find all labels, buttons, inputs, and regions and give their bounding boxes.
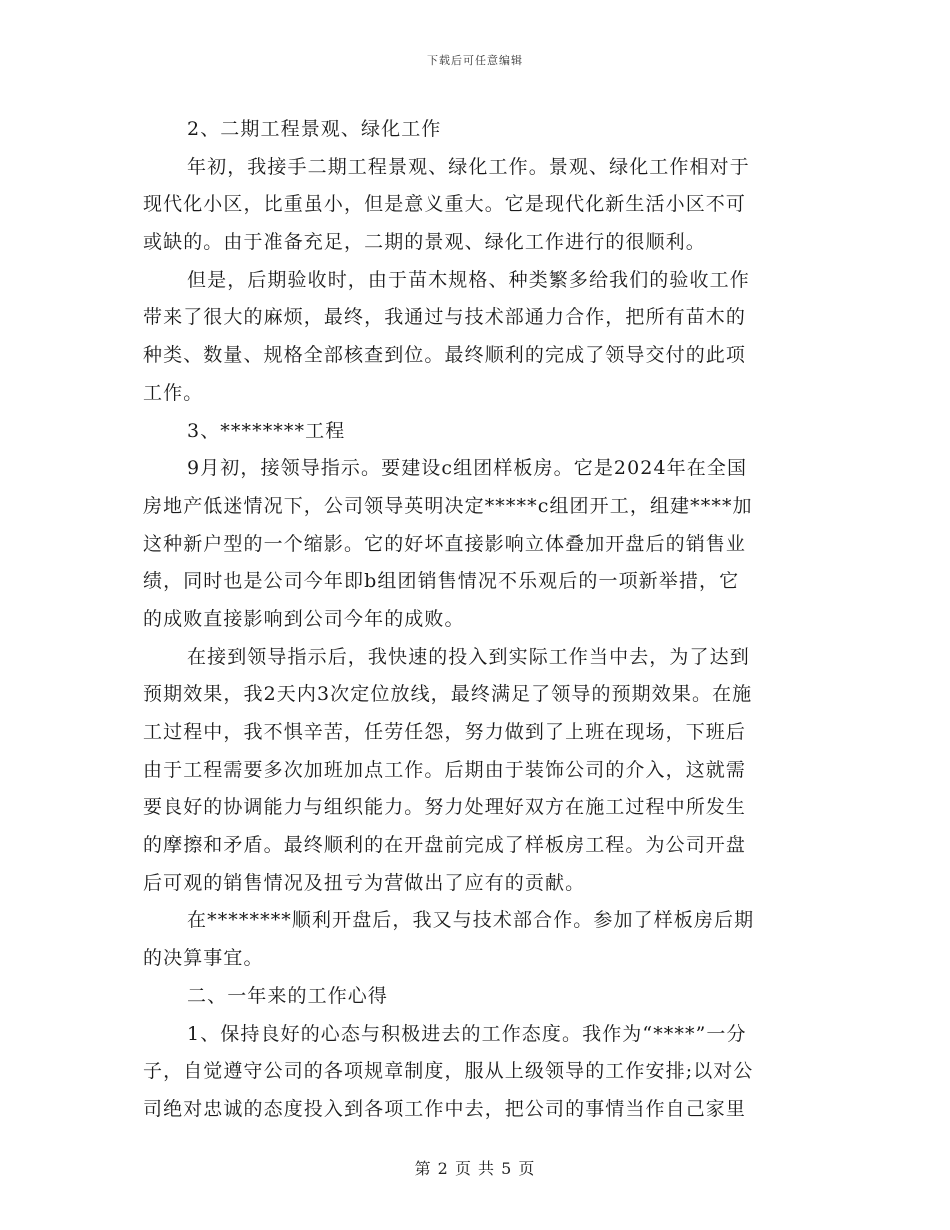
text-line: 种类、数量、规格全部核查到位。最终顺利的完成了领导交付的此项 [143,344,747,367]
text-line: 的成败直接影响到公司今年的成败。 [143,607,465,630]
text-line: 绩，同时也是公司今年即b组团销售情况不乐观后的一项新举措，它 [143,570,740,593]
text-line: 现代化小区，比重虽小，但是意义重大。它是现代化新生活小区不可 [143,193,747,216]
text-line: 房地产低迷情况下，公司领导英明决定*****c组团开工，组建****加 [143,494,753,517]
document-body [143,111,807,1129]
text-line: 司绝对忠诚的态度投入到各项工作中去，把公司的事情当作自己家里 [143,1097,747,1120]
text-line: 的决算事宜。 [143,947,264,970]
text-line: 子，自觉遵守公司的各项规章制度，服从上级领导的工作安排;以对公 [143,1060,754,1083]
text-line: 1、保持良好的心态与积极进去的工作态度。我作为“****”一分 [187,1022,747,1045]
text-line: 工作。 [143,381,204,404]
text-line: 由于工程需要多次加班加点工作。后期由于装饰公司的介入，这就需 [143,758,747,781]
text-line: 工过程中，我不惧辛苦，任劳任怨，努力做到了上班在现场，下班后 [143,721,747,743]
text-line: 或缺的。由于准备充足，二期的景观、绿化工作进行的很顺利。 [143,231,706,254]
text-line: 3、********工程 [187,419,346,442]
text-line: 预期效果，我2天内3次定位放线，最终满足了领导的预期效果。在施 [143,683,753,706]
text-line: 要良好的协调能力与组织能力。努力处理好双方在施工过程中所发生 [143,796,747,819]
text-line: 后可观的销售情况及扭亏为营做出了应有的贡献。 [143,871,586,894]
page-header: 下载后可任意编辑 [427,54,523,67]
text-line: 在********顺利开盘后，我又与技术部合作。参加了样板房后期 [187,909,755,932]
text-line: 的摩擦和矛盾。最终顺利的在开盘前完成了样板房工程。为公司开盘 [143,834,747,857]
text-line: 带来了很大的麻烦，最终，我通过与技术部通力合作，把所有苗木的 [143,306,747,329]
text-line: 9月初，接领导指示。要建设c组团样板房。它是2024年在全国 [187,457,748,480]
text-line: 2、二期工程景观、绿化工作 [187,118,442,140]
text-line: 但是，后期验收时，由于苗木规格、种类繁多给我们的验收工作 [187,268,750,291]
page-footer: 第 2 页 共 5 页 [414,1159,536,1178]
text-line: 这种新户型的一个缩影。它的好坏直接影响立体叠加开盘后的销售业 [143,532,747,555]
text-line: 年初，我接手二期工程景观、绿化工作。景观、绿化工作相对于 [187,155,750,178]
text-line: 二、一年来的工作心得 [187,984,389,1007]
text-line: 在接到领导指示后，我快速的投入到实际工作当中去，为了达到 [187,645,750,668]
